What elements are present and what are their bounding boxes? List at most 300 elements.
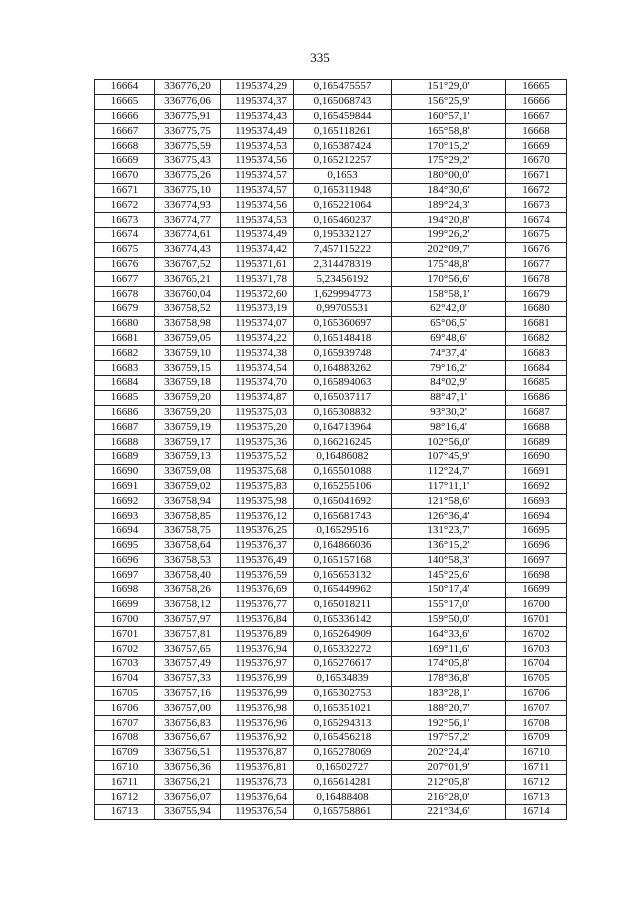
x-coordinate-cell: 336775,10: [155, 183, 221, 198]
next-point-number-cell: 16669: [506, 139, 567, 154]
table-row: [95, 346, 567, 361]
direction-angle-cell: 107°45,9': [392, 449, 506, 464]
y-coordinate-cell: 1195376,64: [221, 790, 294, 805]
next-point-number-cell: 16683: [506, 346, 567, 361]
next-point-number-cell: 16666: [506, 94, 567, 109]
table-row: [95, 420, 567, 435]
y-coordinate-cell: 1195372,60: [221, 287, 294, 302]
table-row: [95, 168, 567, 183]
direction-angle-cell: 178°36,8': [392, 671, 506, 686]
table-row: [95, 627, 567, 642]
distance-cell: 0,164883262: [294, 361, 392, 376]
point-number-cell: 16665: [95, 94, 155, 109]
distance-cell: 5,23456192: [294, 272, 392, 287]
distance-cell: 0,165336142: [294, 612, 392, 627]
x-coordinate-cell: 336775,75: [155, 124, 221, 139]
x-coordinate-cell: 336758,64: [155, 538, 221, 553]
table-row: [95, 805, 567, 820]
y-coordinate-cell: 1195375,68: [221, 464, 294, 479]
distance-cell: 0,165459844: [294, 109, 392, 124]
point-number-cell: 16711: [95, 775, 155, 790]
next-point-number-cell: 16679: [506, 287, 567, 302]
y-coordinate-cell: 1195376,49: [221, 553, 294, 568]
point-number-cell: 16680: [95, 316, 155, 331]
direction-angle-cell: 156°25,9': [392, 94, 506, 109]
y-coordinate-cell: 1195376,87: [221, 745, 294, 760]
table-row: [95, 538, 567, 553]
direction-angle-cell: 69°48,6': [392, 331, 506, 346]
distance-cell: 0,195332127: [294, 227, 392, 242]
table-row: [95, 686, 567, 701]
distance-cell: 0,164713964: [294, 420, 392, 435]
next-point-number-cell: 16698: [506, 568, 567, 583]
table-row: [95, 657, 567, 672]
distance-cell: 0,165758861: [294, 805, 392, 820]
x-coordinate-cell: 336756,21: [155, 775, 221, 790]
y-coordinate-cell: 1195374,38: [221, 346, 294, 361]
next-point-number-cell: 16667: [506, 109, 567, 124]
x-coordinate-cell: 336776,06: [155, 94, 221, 109]
next-point-number-cell: 16696: [506, 538, 567, 553]
y-coordinate-cell: 1195376,96: [221, 716, 294, 731]
table-row: [95, 612, 567, 627]
distance-cell: 0,165501088: [294, 464, 392, 479]
point-number-cell: 16676: [95, 257, 155, 272]
distance-cell: 0,16488408: [294, 790, 392, 805]
direction-angle-cell: 202°24,4': [392, 745, 506, 760]
point-number-cell: 16689: [95, 449, 155, 464]
next-point-number-cell: 16689: [506, 435, 567, 450]
point-number-cell: 16674: [95, 227, 155, 242]
distance-cell: 0,165302753: [294, 686, 392, 701]
x-coordinate-cell: 336760,04: [155, 287, 221, 302]
point-number-cell: 16679: [95, 301, 155, 316]
x-coordinate-cell: 336775,43: [155, 153, 221, 168]
distance-cell: 0,165351021: [294, 701, 392, 716]
point-number-cell: 16693: [95, 509, 155, 524]
direction-angle-cell: 126°36,4': [392, 509, 506, 524]
y-coordinate-cell: 1195373,19: [221, 301, 294, 316]
x-coordinate-cell: 336757,49: [155, 657, 221, 672]
point-number-cell: 16681: [95, 331, 155, 346]
point-number-cell: 16692: [95, 494, 155, 509]
point-number-cell: 16691: [95, 479, 155, 494]
distance-cell: 0,165653132: [294, 568, 392, 583]
table-row: [95, 153, 567, 168]
point-number-cell: 16666: [95, 109, 155, 124]
next-point-number-cell: 16699: [506, 583, 567, 598]
direction-angle-cell: 170°56,6': [392, 272, 506, 287]
distance-cell: 0,165360697: [294, 316, 392, 331]
distance-cell: 0,165681743: [294, 509, 392, 524]
direction-angle-cell: 121°58,6': [392, 494, 506, 509]
table-row: [95, 642, 567, 657]
table-row: [95, 227, 567, 242]
x-coordinate-cell: 336756,36: [155, 760, 221, 775]
x-coordinate-cell: 336759,18: [155, 375, 221, 390]
next-point-number-cell: 16687: [506, 405, 567, 420]
point-number-cell: 16671: [95, 183, 155, 198]
next-point-number-cell: 16684: [506, 361, 567, 376]
distance-cell: 2,314478319: [294, 257, 392, 272]
distance-cell: 0,165037117: [294, 390, 392, 405]
distance-cell: 0,165157168: [294, 553, 392, 568]
direction-angle-cell: 197°57,2': [392, 731, 506, 746]
direction-angle-cell: 88°47,1': [392, 390, 506, 405]
x-coordinate-cell: 336759,20: [155, 405, 221, 420]
point-number-cell: 16683: [95, 361, 155, 376]
point-number-cell: 16700: [95, 612, 155, 627]
x-coordinate-cell: 336758,53: [155, 553, 221, 568]
table-row: [95, 449, 567, 464]
y-coordinate-cell: 1195376,84: [221, 612, 294, 627]
distance-cell: 0,165311948: [294, 183, 392, 198]
next-point-number-cell: 16668: [506, 124, 567, 139]
x-coordinate-cell: 336759,13: [155, 449, 221, 464]
table-row: [95, 716, 567, 731]
y-coordinate-cell: 1195376,98: [221, 701, 294, 716]
table-row: [95, 464, 567, 479]
x-coordinate-cell: 336774,43: [155, 242, 221, 257]
point-number-cell: 16712: [95, 790, 155, 805]
table-row: [95, 760, 567, 775]
table-row: [95, 509, 567, 524]
y-coordinate-cell: 1195374,53: [221, 213, 294, 228]
table-row: [95, 790, 567, 805]
point-number-cell: 16688: [95, 435, 155, 450]
y-coordinate-cell: 1195376,99: [221, 671, 294, 686]
distance-cell: 0,165212257: [294, 153, 392, 168]
direction-angle-cell: 98°16,4': [392, 420, 506, 435]
distance-cell: 0,99705531: [294, 301, 392, 316]
x-coordinate-cell: 336758,85: [155, 509, 221, 524]
y-coordinate-cell: 1195376,54: [221, 805, 294, 820]
point-number-cell: 16713: [95, 805, 155, 820]
x-coordinate-cell: 336759,17: [155, 435, 221, 450]
distance-cell: 0,1653: [294, 168, 392, 183]
x-coordinate-cell: 336758,98: [155, 316, 221, 331]
table-row: [95, 479, 567, 494]
x-coordinate-cell: 336776,20: [155, 80, 221, 95]
y-coordinate-cell: 1195376,25: [221, 523, 294, 538]
direction-angle-cell: 180°00,0': [392, 168, 506, 183]
x-coordinate-cell: 336774,61: [155, 227, 221, 242]
next-point-number-cell: 16706: [506, 686, 567, 701]
distance-cell: 0,165449962: [294, 583, 392, 598]
direction-angle-cell: 175°29,2': [392, 153, 506, 168]
next-point-number-cell: 16712: [506, 775, 567, 790]
next-point-number-cell: 16695: [506, 523, 567, 538]
next-point-number-cell: 16675: [506, 227, 567, 242]
point-number-cell: 16673: [95, 213, 155, 228]
distance-cell: 0,165278069: [294, 745, 392, 760]
direction-angle-cell: 65°06,5': [392, 316, 506, 331]
distance-cell: 0,164866036: [294, 538, 392, 553]
point-number-cell: 16708: [95, 731, 155, 746]
next-point-number-cell: 16665: [506, 80, 567, 95]
point-number-cell: 16664: [95, 80, 155, 95]
table-row: [95, 94, 567, 109]
point-number-cell: 16698: [95, 583, 155, 598]
next-point-number-cell: 16709: [506, 731, 567, 746]
coordinates-table-body: [95, 80, 567, 820]
x-coordinate-cell: 336756,51: [155, 745, 221, 760]
point-number-cell: 16672: [95, 198, 155, 213]
direction-angle-cell: 216°28,0': [392, 790, 506, 805]
y-coordinate-cell: 1195374,70: [221, 375, 294, 390]
table-row: [95, 775, 567, 790]
distance-cell: 0,165456218: [294, 731, 392, 746]
y-coordinate-cell: 1195376,94: [221, 642, 294, 657]
x-coordinate-cell: 336759,20: [155, 390, 221, 405]
point-number-cell: 16705: [95, 686, 155, 701]
point-number-cell: 16710: [95, 760, 155, 775]
table-row: [95, 731, 567, 746]
distance-cell: 0,165068743: [294, 94, 392, 109]
y-coordinate-cell: 1195376,77: [221, 597, 294, 612]
x-coordinate-cell: 336757,97: [155, 612, 221, 627]
next-point-number-cell: 16703: [506, 642, 567, 657]
next-point-number-cell: 16704: [506, 657, 567, 672]
direction-angle-cell: 159°50,0': [392, 612, 506, 627]
point-number-cell: 16696: [95, 553, 155, 568]
next-point-number-cell: 16672: [506, 183, 567, 198]
distance-cell: 0,16486082: [294, 449, 392, 464]
x-coordinate-cell: 336759,10: [155, 346, 221, 361]
x-coordinate-cell: 336758,12: [155, 597, 221, 612]
direction-angle-cell: 145°25,6': [392, 568, 506, 583]
point-number-cell: 16668: [95, 139, 155, 154]
y-coordinate-cell: 1195374,43: [221, 109, 294, 124]
distance-cell: 0,165614281: [294, 775, 392, 790]
x-coordinate-cell: 336774,77: [155, 213, 221, 228]
next-point-number-cell: 16693: [506, 494, 567, 509]
point-number-cell: 16685: [95, 390, 155, 405]
next-point-number-cell: 16713: [506, 790, 567, 805]
table-row: [95, 198, 567, 213]
next-point-number-cell: 16685: [506, 375, 567, 390]
next-point-number-cell: 16670: [506, 153, 567, 168]
direction-angle-cell: 150°17,4': [392, 583, 506, 598]
y-coordinate-cell: 1195374,29: [221, 80, 294, 95]
direction-angle-cell: 158°58,1': [392, 287, 506, 302]
y-coordinate-cell: 1195374,07: [221, 316, 294, 331]
y-coordinate-cell: 1195374,57: [221, 183, 294, 198]
point-number-cell: 16707: [95, 716, 155, 731]
distance-cell: 0,16534839: [294, 671, 392, 686]
direction-angle-cell: 194°20,8': [392, 213, 506, 228]
table-row: [95, 287, 567, 302]
next-point-number-cell: 16701: [506, 612, 567, 627]
x-coordinate-cell: 336775,26: [155, 168, 221, 183]
next-point-number-cell: 16688: [506, 420, 567, 435]
direction-angle-cell: 164°33,6': [392, 627, 506, 642]
x-coordinate-cell: 336759,05: [155, 331, 221, 346]
point-number-cell: 16695: [95, 538, 155, 553]
next-point-number-cell: 16673: [506, 198, 567, 213]
x-coordinate-cell: 336775,59: [155, 139, 221, 154]
x-coordinate-cell: 336757,00: [155, 701, 221, 716]
y-coordinate-cell: 1195375,03: [221, 405, 294, 420]
x-coordinate-cell: 336755,94: [155, 805, 221, 820]
next-point-number-cell: 16707: [506, 701, 567, 716]
distance-cell: 0,165308832: [294, 405, 392, 420]
point-number-cell: 16667: [95, 124, 155, 139]
next-point-number-cell: 16691: [506, 464, 567, 479]
y-coordinate-cell: 1195374,87: [221, 390, 294, 405]
next-point-number-cell: 16710: [506, 745, 567, 760]
y-coordinate-cell: 1195371,78: [221, 272, 294, 287]
point-number-cell: 16684: [95, 375, 155, 390]
table-row: [95, 183, 567, 198]
table-row: [95, 553, 567, 568]
table-row: [95, 583, 567, 598]
x-coordinate-cell: 336765,21: [155, 272, 221, 287]
distance-cell: 0,16502727: [294, 760, 392, 775]
direction-angle-cell: 165°58,8': [392, 124, 506, 139]
next-point-number-cell: 16700: [506, 597, 567, 612]
point-number-cell: 16675: [95, 242, 155, 257]
table-row: [95, 361, 567, 376]
direction-angle-cell: 140°58,3': [392, 553, 506, 568]
distance-cell: 0,165148418: [294, 331, 392, 346]
next-point-number-cell: 16690: [506, 449, 567, 464]
direction-angle-cell: 207°01,9': [392, 760, 506, 775]
table-row: [95, 257, 567, 272]
next-point-number-cell: 16714: [506, 805, 567, 820]
point-number-cell: 16687: [95, 420, 155, 435]
table-row: [95, 701, 567, 716]
direction-angle-cell: 131°23,7': [392, 523, 506, 538]
x-coordinate-cell: 336757,65: [155, 642, 221, 657]
next-point-number-cell: 16678: [506, 272, 567, 287]
table-row: [95, 405, 567, 420]
page-number: 335: [310, 50, 330, 65]
y-coordinate-cell: 1195374,49: [221, 124, 294, 139]
y-coordinate-cell: 1195376,69: [221, 583, 294, 598]
direction-angle-cell: 155°17,0': [392, 597, 506, 612]
distance-cell: 0,165255106: [294, 479, 392, 494]
y-coordinate-cell: 1195374,22: [221, 331, 294, 346]
distance-cell: 0,165018211: [294, 597, 392, 612]
table-row: [95, 671, 567, 686]
y-coordinate-cell: 1195374,54: [221, 361, 294, 376]
y-coordinate-cell: 1195371,61: [221, 257, 294, 272]
y-coordinate-cell: 1195376,89: [221, 627, 294, 642]
y-coordinate-cell: 1195374,42: [221, 242, 294, 257]
distance-cell: 0,165276617: [294, 657, 392, 672]
y-coordinate-cell: 1195375,98: [221, 494, 294, 509]
table-row: [95, 242, 567, 257]
table-row: [95, 375, 567, 390]
distance-cell: 0,165041692: [294, 494, 392, 509]
next-point-number-cell: 16676: [506, 242, 567, 257]
y-coordinate-cell: 1195376,12: [221, 509, 294, 524]
direction-angle-cell: 84°02,9': [392, 375, 506, 390]
x-coordinate-cell: 336756,67: [155, 731, 221, 746]
distance-cell: 0,165475557: [294, 80, 392, 95]
distance-cell: 0,165332272: [294, 642, 392, 657]
point-number-cell: 16670: [95, 168, 155, 183]
direction-angle-cell: 117°11,1': [392, 479, 506, 494]
direction-angle-cell: 74°37,4': [392, 346, 506, 361]
distance-cell: 0,165294313: [294, 716, 392, 731]
table-row: [95, 272, 567, 287]
y-coordinate-cell: 1195374,37: [221, 94, 294, 109]
direction-angle-cell: 183°28,1': [392, 686, 506, 701]
point-number-cell: 16702: [95, 642, 155, 657]
table-row: [95, 301, 567, 316]
x-coordinate-cell: 336757,33: [155, 671, 221, 686]
table-row: [95, 109, 567, 124]
direction-angle-cell: 136°15,2': [392, 538, 506, 553]
distance-cell: 0,165118261: [294, 124, 392, 139]
direction-angle-cell: 184°30,6': [392, 183, 506, 198]
table-row: [95, 390, 567, 405]
next-point-number-cell: 16702: [506, 627, 567, 642]
distance-cell: 0,165264909: [294, 627, 392, 642]
direction-angle-cell: 79°16,2': [392, 361, 506, 376]
next-point-number-cell: 16671: [506, 168, 567, 183]
point-number-cell: 16677: [95, 272, 155, 287]
y-coordinate-cell: 1195376,59: [221, 568, 294, 583]
point-number-cell: 16690: [95, 464, 155, 479]
y-coordinate-cell: 1195376,92: [221, 731, 294, 746]
table-row: [95, 494, 567, 509]
direction-angle-cell: 170°15,2': [392, 139, 506, 154]
direction-angle-cell: 174°05,8': [392, 657, 506, 672]
next-point-number-cell: 16677: [506, 257, 567, 272]
y-coordinate-cell: 1195375,20: [221, 420, 294, 435]
next-point-number-cell: 16711: [506, 760, 567, 775]
point-number-cell: 16669: [95, 153, 155, 168]
next-point-number-cell: 16682: [506, 331, 567, 346]
direction-angle-cell: 212°05,8': [392, 775, 506, 790]
next-point-number-cell: 16686: [506, 390, 567, 405]
y-coordinate-cell: 1195376,81: [221, 760, 294, 775]
y-coordinate-cell: 1195375,36: [221, 435, 294, 450]
distance-cell: 0,165387424: [294, 139, 392, 154]
distance-cell: 7,457115222: [294, 242, 392, 257]
coordinates-table: [94, 79, 567, 820]
next-point-number-cell: 16681: [506, 316, 567, 331]
direction-angle-cell: 102°56,0': [392, 435, 506, 450]
point-number-cell: 16703: [95, 657, 155, 672]
table-row: [95, 435, 567, 450]
x-coordinate-cell: 336759,08: [155, 464, 221, 479]
direction-angle-cell: 189°24,3': [392, 198, 506, 213]
x-coordinate-cell: 336756,07: [155, 790, 221, 805]
next-point-number-cell: 16697: [506, 553, 567, 568]
next-point-number-cell: 16694: [506, 509, 567, 524]
table-row: [95, 316, 567, 331]
next-point-number-cell: 16705: [506, 671, 567, 686]
y-coordinate-cell: 1195376,99: [221, 686, 294, 701]
next-point-number-cell: 16674: [506, 213, 567, 228]
table-row: [95, 523, 567, 538]
direction-angle-cell: 112°24,7': [392, 464, 506, 479]
distance-cell: 0,165939748: [294, 346, 392, 361]
point-number-cell: 16704: [95, 671, 155, 686]
x-coordinate-cell: 336758,26: [155, 583, 221, 598]
next-point-number-cell: 16708: [506, 716, 567, 731]
x-coordinate-cell: 336758,94: [155, 494, 221, 509]
direction-angle-cell: 151°29,0': [392, 80, 506, 95]
y-coordinate-cell: 1195376,97: [221, 657, 294, 672]
table-row: [95, 213, 567, 228]
point-number-cell: 16699: [95, 597, 155, 612]
table-row: [95, 568, 567, 583]
